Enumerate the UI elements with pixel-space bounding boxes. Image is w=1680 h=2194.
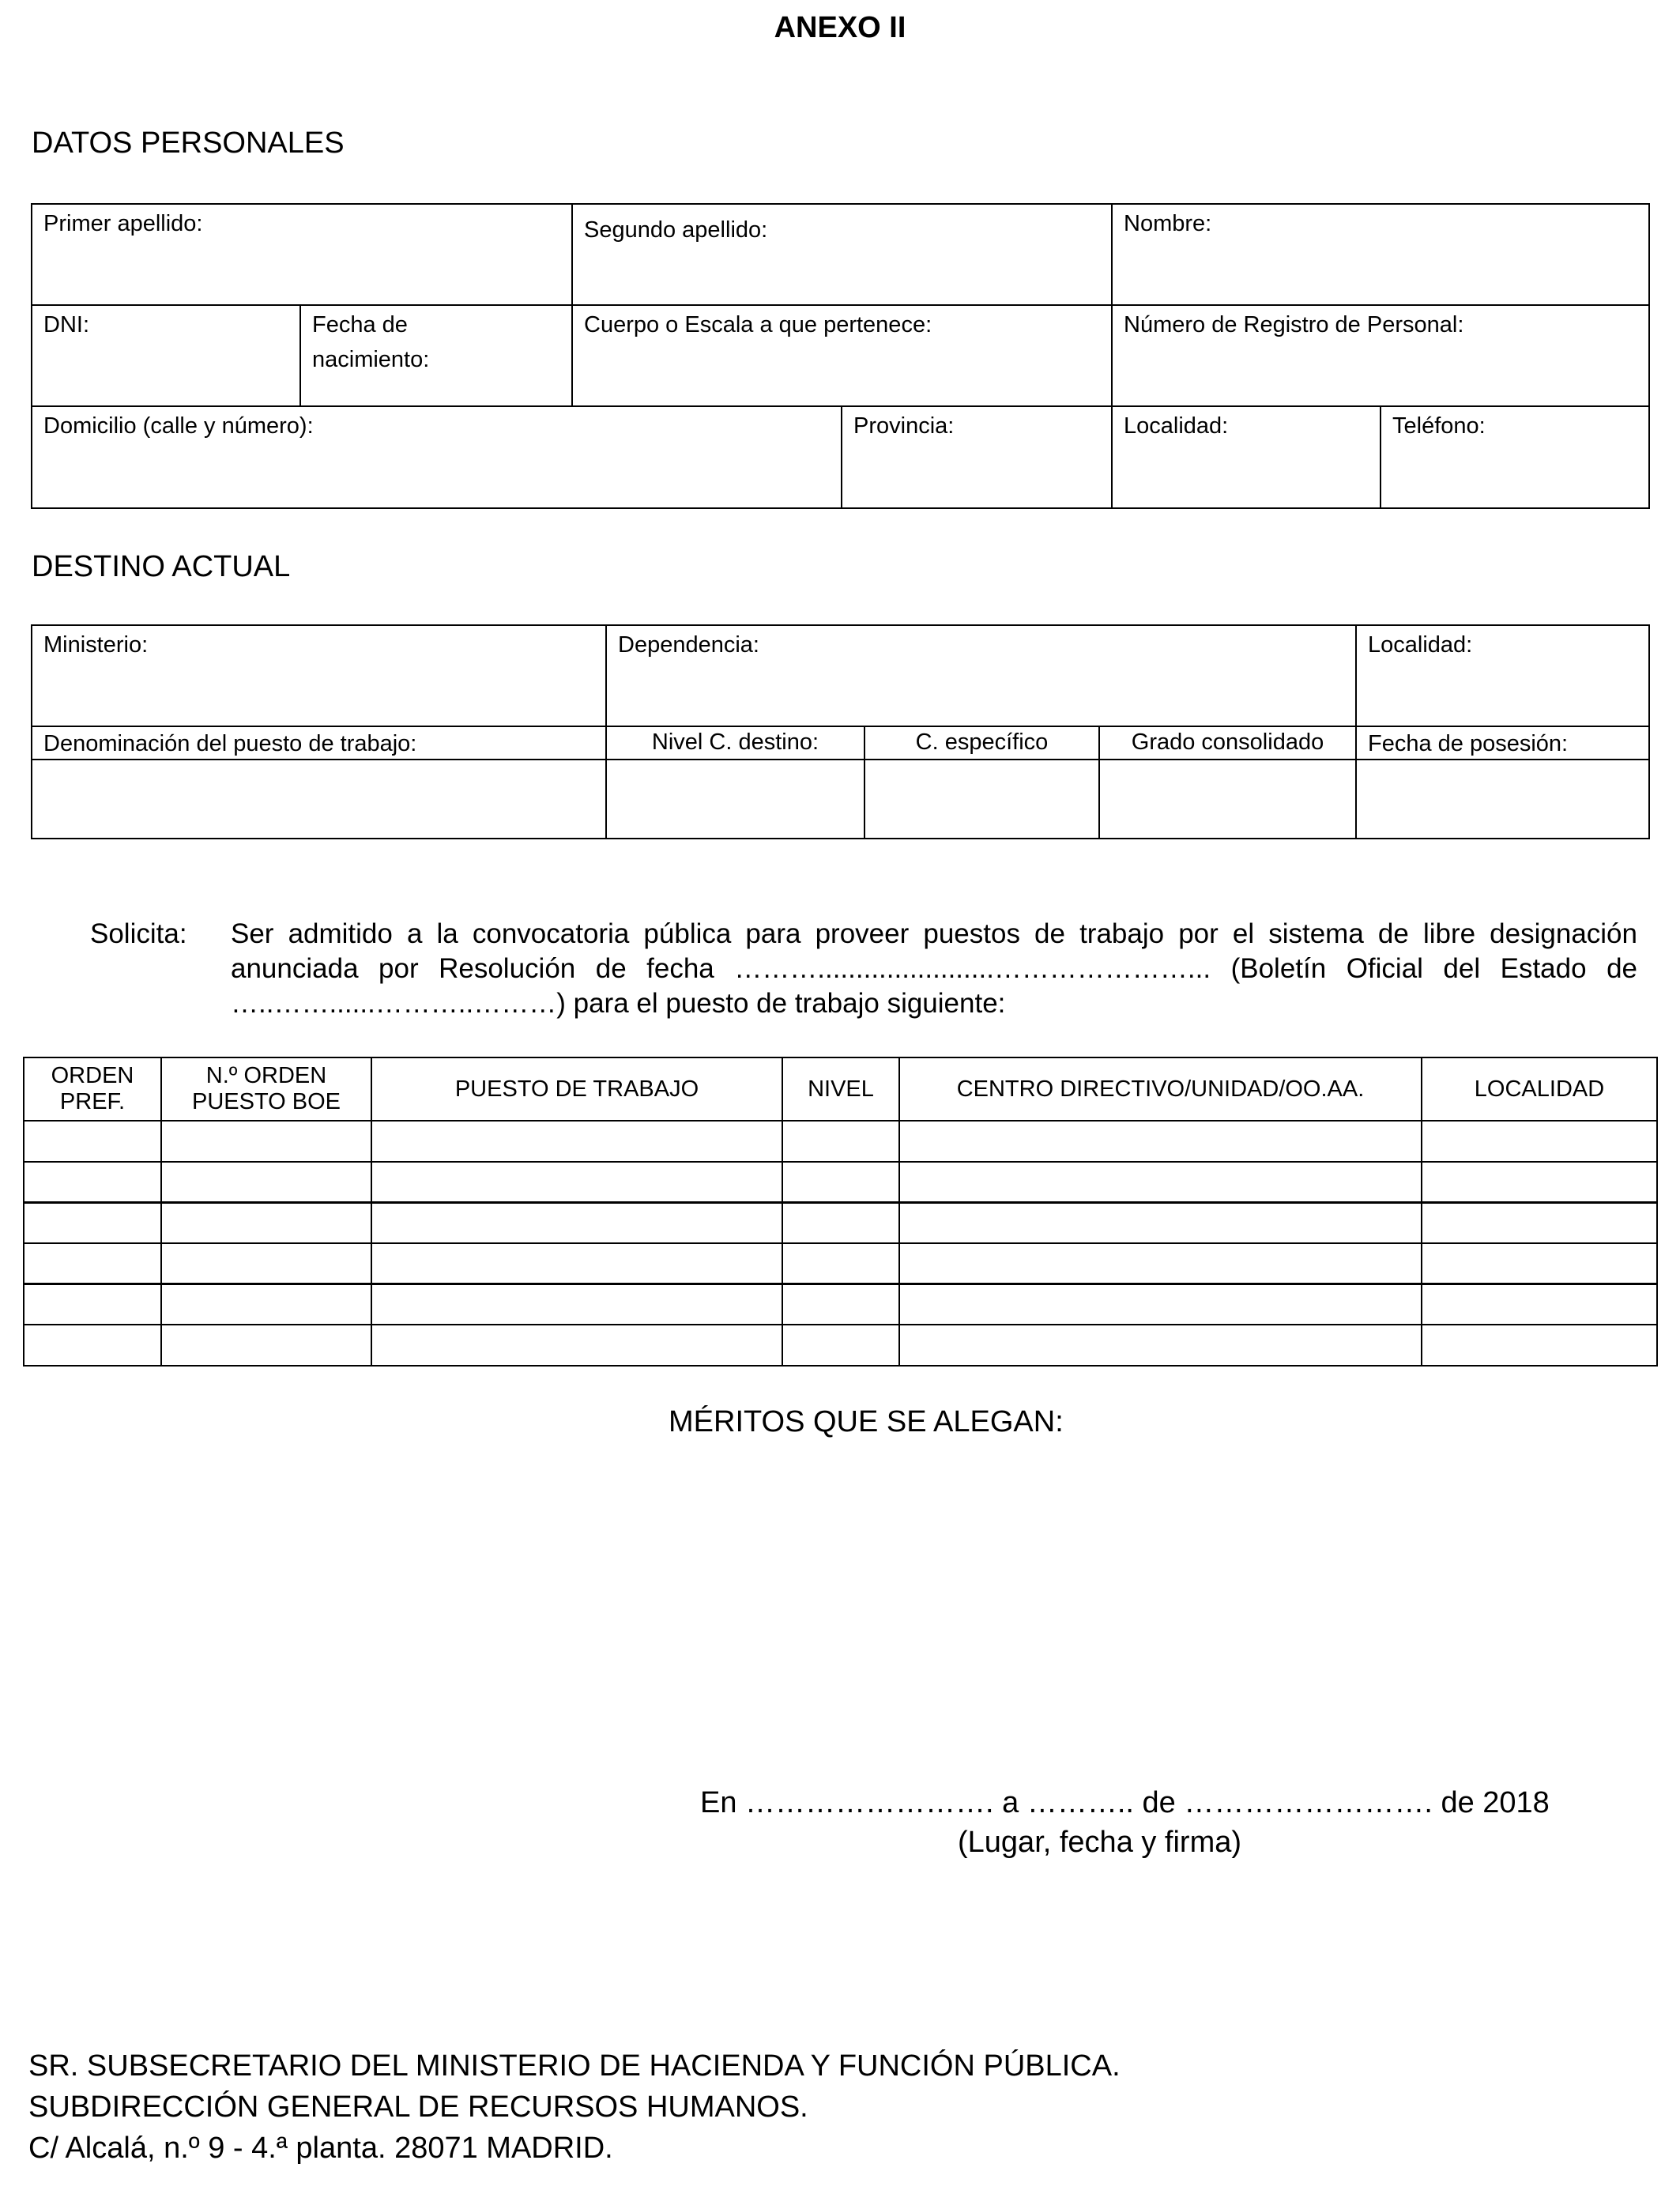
table-cell-orden-boe[interactable] (160, 1324, 372, 1367)
cuerpo-escala-field[interactable] (571, 304, 1113, 407)
column-header-localidad: LOCALIDAD (1421, 1057, 1658, 1122)
table-cell-localidad[interactable] (1421, 1201, 1658, 1244)
table-cell-nivel[interactable] (782, 1324, 900, 1367)
table-cell-localidad[interactable] (1421, 1324, 1658, 1367)
primer-apellido-label: Primer apellido: (43, 211, 203, 236)
nivel-destino-label: Nivel C. destino: (651, 729, 819, 755)
table-cell-nivel[interactable] (782, 1242, 900, 1285)
table-cell-orden-pref[interactable] (23, 1161, 162, 1204)
table-cell-centro[interactable] (898, 1161, 1422, 1204)
primer-apellido-field[interactable] (31, 203, 573, 306)
table-cell-centro[interactable] (898, 1120, 1422, 1163)
table-cell-orden-boe[interactable] (160, 1242, 372, 1285)
table-cell-puesto[interactable] (371, 1283, 783, 1325)
fecha-posesion-input[interactable] (1355, 759, 1650, 839)
localidad-field[interactable] (1111, 405, 1381, 509)
fecha-nacimiento-field[interactable] (299, 304, 573, 407)
nivel-destino-input[interactable] (605, 759, 865, 839)
column-header-puesto: PUESTO DE TRABAJO (371, 1057, 783, 1122)
column-header-centro: CENTRO DIRECTIVO/UNIDAD/OO.AA. (898, 1057, 1422, 1122)
fecha-posesion-header (1355, 726, 1650, 760)
grado-input[interactable] (1098, 759, 1357, 839)
c-especifico-label: C. específico (915, 729, 1049, 755)
table-cell-orden-pref[interactable] (23, 1242, 162, 1285)
destinatario-line-3: C/ Alcalá, n.º 9 - 4.ª planta. 28071 MADRID. (28, 2132, 613, 2165)
table-cell-puesto[interactable] (371, 1120, 783, 1163)
segundo-apellido-label: Segundo apellido: (584, 217, 768, 243)
dependencia-label: Dependencia: (618, 632, 759, 658)
table-cell-nivel[interactable] (782, 1201, 900, 1244)
nombre-field[interactable] (1111, 203, 1650, 306)
table-cell-centro[interactable] (898, 1324, 1422, 1367)
fecha-posesion-label: Fecha de posesión: (1368, 731, 1569, 756)
table-cell-nivel[interactable] (782, 1283, 900, 1325)
table-cell-orden-pref[interactable] (23, 1324, 162, 1367)
denominacion-input[interactable] (31, 759, 607, 839)
grado-label: Grado consolidado (1131, 729, 1324, 755)
denominacion-label: Denominación del puesto de trabajo: (43, 731, 417, 756)
destinatario-line-2: SUBDIRECCIÓN GENERAL DE RECURSOS HUMANOS. (28, 2090, 808, 2124)
table-cell-localidad[interactable] (1421, 1161, 1658, 1204)
localidad-destino-label: Localidad: (1368, 632, 1473, 658)
grado-header (1098, 726, 1357, 760)
provincia-label: Provincia: (853, 413, 955, 439)
c-especifico-header (864, 726, 1100, 760)
table-cell-orden-boe[interactable] (160, 1161, 372, 1204)
table-cell-localidad[interactable] (1421, 1120, 1658, 1163)
ministerio-field[interactable] (31, 624, 607, 727)
numero-registro-field[interactable] (1111, 304, 1650, 407)
table-cell-centro[interactable] (898, 1283, 1422, 1325)
table-cell-orden-pref[interactable] (23, 1120, 162, 1163)
ministerio-label: Ministerio: (43, 632, 149, 658)
table-cell-orden-pref[interactable] (23, 1201, 162, 1244)
table-cell-orden-pref[interactable] (23, 1283, 162, 1325)
dependencia-field[interactable] (605, 624, 1357, 727)
column-header-orden-boe: N.º ORDEN PUESTO BOE (160, 1057, 372, 1122)
table-cell-orden-boe[interactable] (160, 1201, 372, 1244)
destinatario-line-1: SR. SUBSECRETARIO DEL MINISTERIO DE HACIENDA Y FUNCIÓN PÚBLICA. (28, 2049, 1121, 2083)
provincia-field[interactable] (841, 405, 1113, 509)
localidad-label: Localidad: (1124, 413, 1229, 439)
table-cell-centro[interactable] (898, 1242, 1422, 1285)
table-cell-localidad[interactable] (1421, 1242, 1658, 1285)
section-heading-destino-actual: DESTINO ACTUAL (32, 550, 291, 583)
table-cell-puesto[interactable] (371, 1161, 783, 1204)
solicita-text: Ser admitido a la convocatoria pública para proveer puestos de trabajo por el sistema de libre designación anunciada por Resolución de fecha ……….......................…………………... (Boletín Oficial del Estado de …..……......………..………) para el puesto de trabajo siguiente: (231, 918, 1637, 1019)
table-cell-puesto[interactable] (371, 1324, 783, 1367)
domicilio-label: Domicilio (calle y número): (43, 413, 314, 439)
dni-label: DNI: (43, 312, 89, 337)
table-cell-puesto[interactable] (371, 1242, 783, 1285)
meritos-heading: MÉRITOS QUE SE ALEGAN: (669, 1405, 1064, 1438)
telefono-label: Teléfono: (1392, 413, 1486, 439)
localidad-destino-field[interactable] (1355, 624, 1650, 727)
table-cell-puesto[interactable] (371, 1201, 783, 1244)
segundo-apellido-field[interactable] (571, 203, 1113, 306)
nombre-label: Nombre: (1124, 211, 1212, 236)
table-cell-centro[interactable] (898, 1201, 1422, 1244)
solicita-label: Solicita: (90, 918, 187, 949)
table-cell-localidad[interactable] (1421, 1283, 1658, 1325)
column-header-orden-pref: ORDEN PREF. (23, 1057, 162, 1122)
section-heading-datos-personales: DATOS PERSONALES (32, 126, 345, 160)
datos-personales-table (31, 203, 1650, 509)
table-cell-nivel[interactable] (782, 1120, 900, 1163)
firma-line: En ……………………. a ……….. de ……………………. de 2018 (700, 1786, 1550, 1819)
dni-field[interactable] (31, 304, 301, 407)
nivel-destino-header (605, 726, 865, 760)
cuerpo-escala-label: Cuerpo o Escala a que pertenece: (584, 312, 932, 337)
domicilio-field[interactable] (31, 405, 842, 509)
table-cell-nivel[interactable] (782, 1161, 900, 1204)
c-especifico-input[interactable] (864, 759, 1100, 839)
puestos-table (23, 1057, 1658, 1364)
destino-actual-table (31, 624, 1650, 839)
destinatario-block (28, 2045, 1121, 2169)
column-header-nivel: NIVEL (782, 1057, 900, 1122)
table-cell-orden-boe[interactable] (160, 1120, 372, 1163)
numero-registro-label: Número de Registro de Personal: (1124, 312, 1464, 337)
telefono-field[interactable] (1380, 405, 1650, 509)
firma-sub: (Lugar, fecha y firma) (958, 1826, 1242, 1859)
table-cell-orden-boe[interactable] (160, 1283, 372, 1325)
fecha-nacimiento-label: Fecha de nacimiento: (312, 312, 430, 372)
denominacion-header (31, 726, 607, 760)
page-title: ANEXO II (774, 11, 906, 44)
